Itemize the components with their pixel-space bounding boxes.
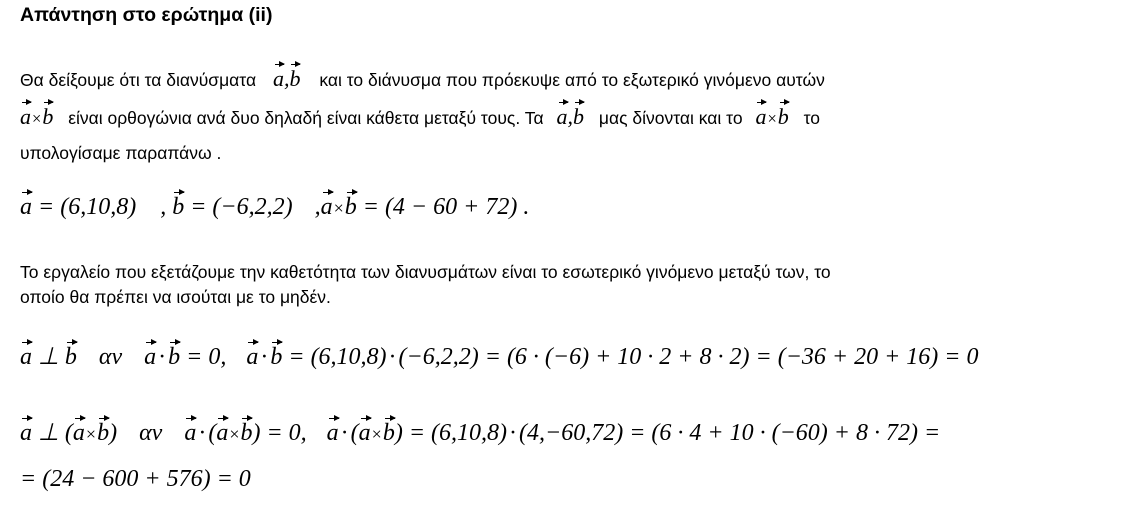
para1-text3: είναι ορθογώνια ανά δυο δηλαδή είναι κάθετα μεταξύ τους. Τα xyxy=(68,108,544,128)
para2-line2: οποίο θα πρέπει να ισούται με το μηδέν. xyxy=(20,287,331,307)
vector-axb-value: (4 − 60 + 72) xyxy=(384,194,518,220)
eq2-condition: αν xyxy=(139,420,163,446)
section-title: Απάντηση στο ερώτημα (ii) xyxy=(20,4,273,26)
para1-line1 xyxy=(20,66,825,92)
eq1-lhs: (6,10,8) xyxy=(310,344,387,370)
equation-2-continued: = (24 − 600 + 576) = 0 xyxy=(20,466,251,492)
eq1-sum: (−36 + 20 + 16) xyxy=(777,344,939,370)
eq1-rhs: (−6,2,2) xyxy=(398,344,479,370)
vectors-ab-2: a,b xyxy=(556,104,584,129)
eq1-product: (6 · (−6) + 10 · 2 + 8 · 2) xyxy=(506,344,750,370)
vector-b-value: (−6,2,2) xyxy=(212,194,293,220)
para1-line3: υπολογίσαμε παραπάνω . xyxy=(20,143,222,163)
para1-line2 xyxy=(20,104,820,130)
para1-text2: και το διάνυσμα που πρόεκυψε από το εξωτερικό γινόμενο αυτών xyxy=(319,70,825,90)
eq2-sum: (24 − 600 + 576) xyxy=(42,466,211,492)
eq2-result: = 0 xyxy=(216,466,251,492)
eq2-product: (6 · 4 + 10 · (−60) + 8 · 72) xyxy=(651,420,918,446)
eq1-result: = 0 xyxy=(944,344,979,370)
eq1-condition: αν xyxy=(98,344,123,370)
eq2-rhs: (4,−60,72) xyxy=(519,420,624,446)
equation-1: a ⊥ b αν a·b = 0, a·b = (6,10,8)·(−6,2,2) = (6 · (−6) + 10 · 2 + 8 · 2) = (−36 + 20 + 16) = 0 xyxy=(20,344,979,370)
cross-product-axb-2: a×b xyxy=(755,104,789,129)
vectors-ab: a,b xyxy=(272,66,301,91)
eq1-zero: = 0, xyxy=(186,344,227,370)
eq2-lhs: (6,10,8) xyxy=(431,420,507,446)
equation-2: a ⊥ (a×b) αν a·(a×b) = 0, a·(a×b) = (6,10,8)·(4,−60,72) = (6 · 4 + 10 · (−60) + 8 · 72) = xyxy=(20,420,941,446)
para2-line1: Το εργαλείο που εξετάζουμε την καθετότητα των διανυσμάτων είναι το εσωτερικό γινόμενο μεταξύ των, το xyxy=(20,262,831,282)
vector-a-value: (6,10,8) xyxy=(60,194,137,220)
para1-text1: Θα δείξουμε ότι τα διανύσματα xyxy=(20,70,257,90)
eq2-zero: = 0, xyxy=(266,420,307,446)
cross-product-axb: a×b xyxy=(20,104,54,129)
para1-text5: το xyxy=(803,108,821,128)
para1-text4: μας δίνονται και το xyxy=(598,108,743,128)
vector-definitions: a = (6,10,8) , b = (−6,2,2) ,a×b = (4 − 60 + 72) . xyxy=(20,194,530,220)
